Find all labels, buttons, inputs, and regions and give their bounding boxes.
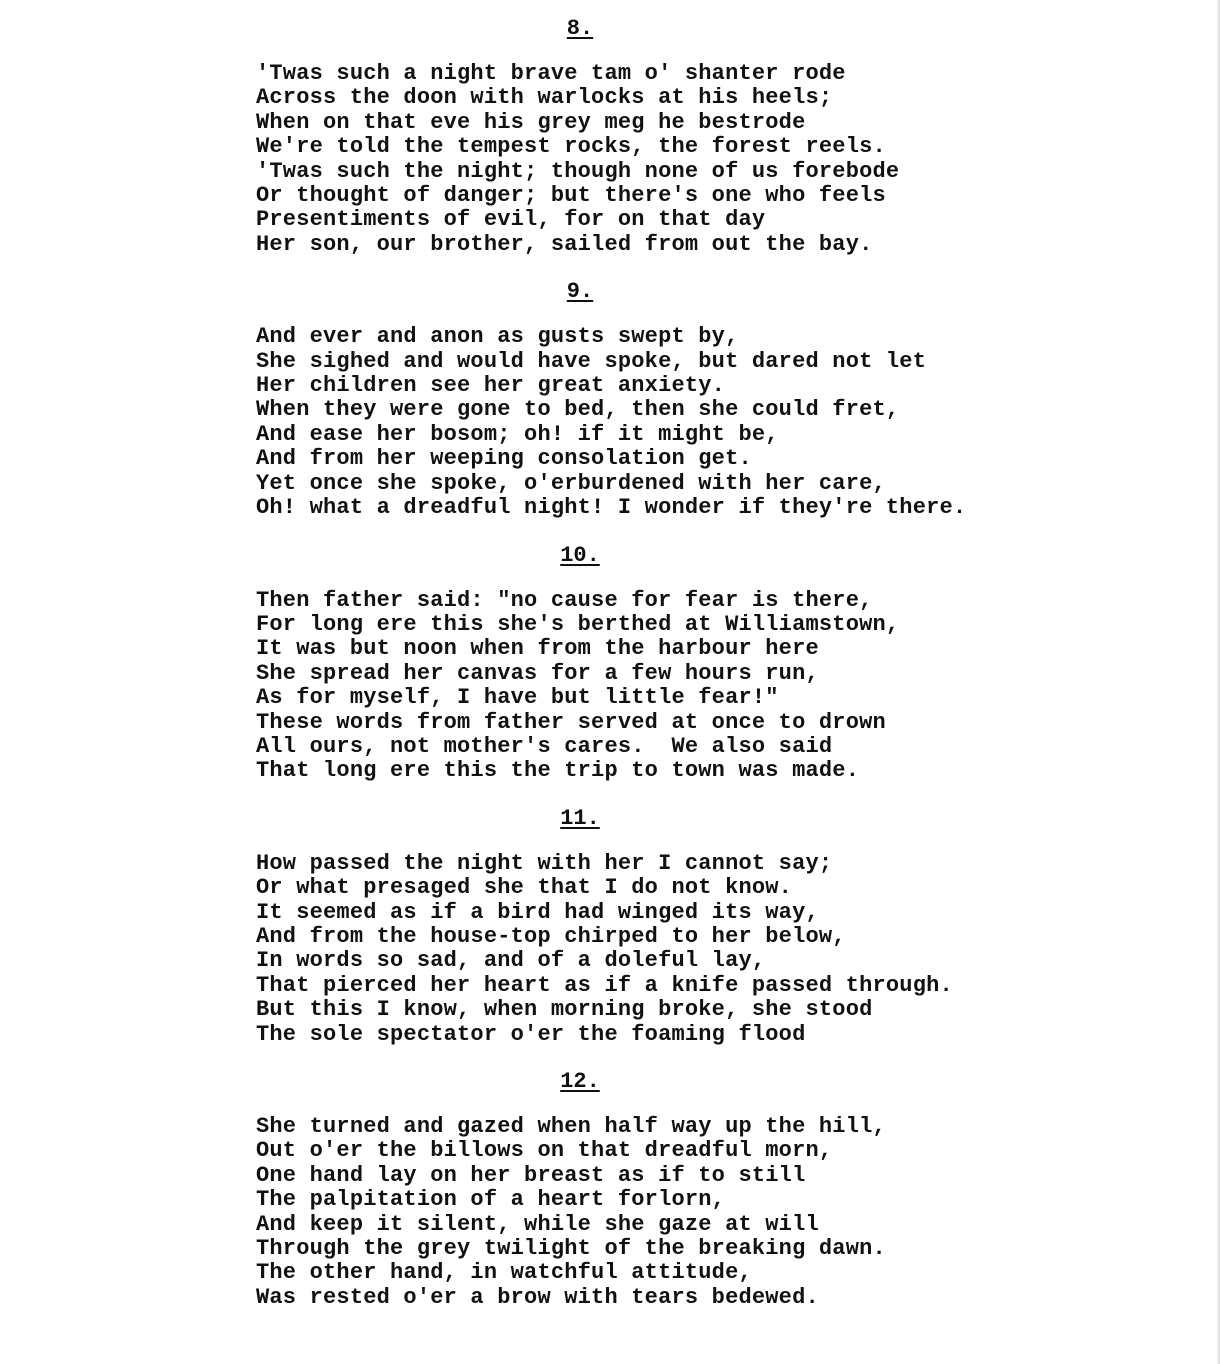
verse-line: As for myself, I have but little fear!" [256, 685, 779, 711]
verse-line: But this I know, when morning broke, she stood [256, 997, 873, 1023]
stanza-number: 9. [566, 279, 594, 305]
verse-line: Through the grey twilight of the breaking dawn. [256, 1236, 886, 1262]
verse-line: 'Twas such the night; though none of us forebode [256, 158, 900, 184]
verse-line: And ease her bosom; oh! if it might be, [256, 421, 779, 447]
verse-line: It seemed as if a bird had winged its way, [256, 899, 819, 925]
verse-line: One hand lay on her breast as if to still [256, 1162, 806, 1188]
verse-line: That long ere this the trip to town was made. [256, 758, 860, 784]
stanza-number: 10. [560, 542, 600, 568]
verse-line: In words so sad, and of a doleful lay, [256, 948, 766, 974]
verse-line: And ever and anon as gusts swept by, [256, 324, 739, 350]
verse-line: That pierced her heart as if a knife passed through. [256, 972, 953, 998]
verse-line: Out o'er the billows on that dreadful morn, [256, 1138, 833, 1164]
verse-line: We're told the tempest rocks, the forest reels. [256, 134, 886, 160]
verse-line: 'Twas such a night brave tam o' shanter rode [256, 61, 846, 86]
stanza-number: 12. [560, 1069, 600, 1094]
stanza-12 [256, 1065, 1156, 1310]
stanza-10 [256, 539, 1156, 784]
stanza-number: 8. [566, 16, 594, 41]
verse-line: Across the doon with warlocks at his heels; [256, 85, 833, 111]
verse-line: She turned and gazed when half way up the hill, [256, 1114, 886, 1139]
verse-line: Her son, our brother, sailed from out the bay. [256, 231, 873, 257]
verse-line: How passed the night with her I cannot say; [256, 850, 833, 876]
verse-line: She sighed and would have spoke, but dared not let [256, 348, 927, 374]
verse-line: Oh! what a dreadful night! I wonder if they're there. [256, 495, 967, 521]
verse-line: And from the house-top chirped to her below, [256, 923, 846, 949]
stanza-number: 11. [560, 805, 600, 831]
stanza-8 [256, 12, 1156, 257]
verse-line: It was but noon when from the harbour here [256, 636, 819, 662]
verse-line: And from her weeping consolation get. [256, 446, 752, 472]
verse-line: The other hand, in watchful attitude, [256, 1260, 752, 1286]
verse-line: Was rested o'er a brow with tears bedewed. [256, 1284, 819, 1310]
verse-line: She spread her canvas for a few hours run, [256, 660, 819, 686]
poem-page [256, 12, 1156, 1328]
verse-line: Or what presaged she that I do not know. [256, 875, 793, 901]
stanza-11 [256, 802, 1156, 1047]
verse-line: These words from father served at once to drown [256, 709, 886, 735]
verse-line: Or thought of danger; but there's one who feels [256, 183, 886, 209]
verse-line: The sole spectator o'er the foaming flood [256, 1021, 806, 1047]
verse-line: Yet once she spoke, o'erburdened with her care, [256, 470, 886, 496]
verse-line: Then father said: "no cause for fear is there, [256, 587, 873, 613]
verse-line: And keep it silent, while she gaze at will [256, 1211, 819, 1237]
verse-line: All ours, not mother's cares. We also said [256, 733, 833, 759]
stanza-9 [256, 275, 1156, 520]
verse-line: Her children see her great anxiety. [256, 373, 726, 399]
verse-line: When on that eve his grey meg he bestrode [256, 109, 806, 135]
verse-line: When they were gone to bed, then she could fret, [256, 397, 900, 423]
verse-line: For long ere this she's berthed at Williamstown, [256, 611, 900, 637]
verse-line: The palpitation of a heart forlorn, [256, 1187, 726, 1213]
verse-line: Presentiments of evil, for on that day [256, 207, 766, 233]
